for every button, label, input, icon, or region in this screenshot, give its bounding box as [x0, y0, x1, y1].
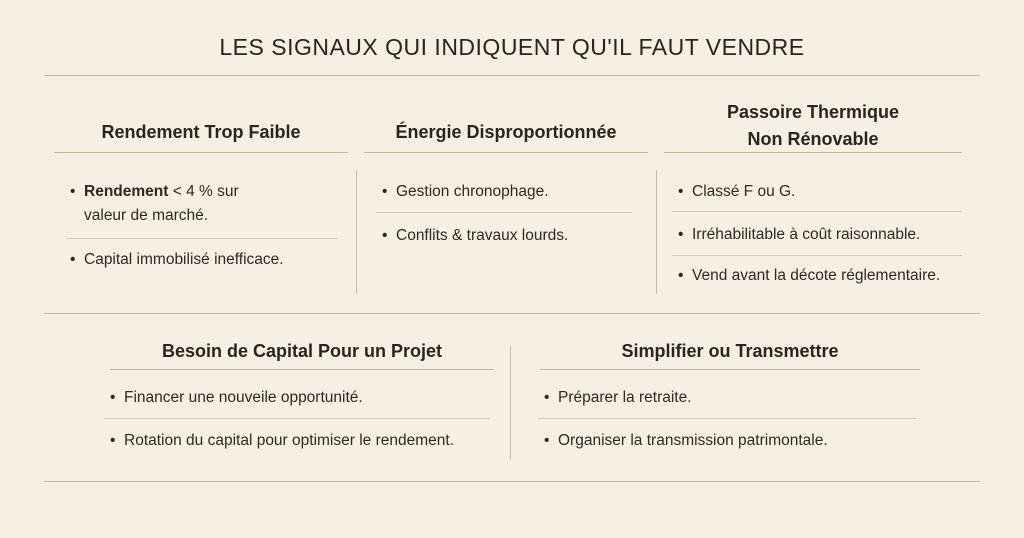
list-item: • Vend avant la décote réglementaire.: [678, 264, 968, 288]
item-divider: [66, 238, 338, 239]
item-divider: [538, 418, 916, 419]
list-item: • Préparer la retraite.: [544, 386, 914, 410]
list-item: • Organiser la transmission patrimontale.: [544, 429, 914, 453]
bullet-icon: •: [678, 183, 684, 200]
bullet-icon: •: [110, 432, 116, 449]
column-separator: [356, 170, 357, 294]
bullet-icon: •: [678, 267, 684, 284]
list-item: • Financer une nouveile opportunité.: [110, 386, 500, 410]
item-divider: [104, 418, 490, 419]
bullet-icon: •: [544, 432, 550, 449]
column-rule: [54, 152, 348, 153]
bullet-icon: •: [110, 389, 116, 406]
column-rule: [540, 369, 920, 370]
column-separator: [656, 170, 657, 294]
item-divider: [672, 211, 962, 212]
bullet-icon: •: [70, 251, 76, 268]
column-title-besoin-capital: Besoin de Capital Pour un Projet: [161, 341, 443, 361]
bullet-icon: •: [678, 226, 684, 243]
list-item: • Irréhabilitable à coût raisonnable.: [678, 223, 968, 247]
list-item: • Classé F ou G.: [678, 180, 968, 204]
list-item: • Gestion chronophage.: [382, 180, 642, 204]
list-item: • Rendement < 4 % sur valeur de marché.: [70, 180, 340, 228]
column-title-energie: Énergie Disproportionnée: [395, 122, 617, 142]
column-separator: [510, 346, 511, 460]
bullet-icon: •: [382, 183, 388, 200]
column-title-simplifier: Simplifier ou Transmettre: [621, 341, 839, 361]
column-title-rendement: Rendement Trop Faible: [101, 122, 301, 142]
section-rule: [44, 313, 980, 314]
title-rule: [44, 75, 980, 76]
bullet-icon: •: [382, 227, 388, 244]
list-item: • Capital immobilisé inefficace.: [70, 248, 340, 272]
item-divider: [672, 255, 962, 256]
column-rule: [664, 152, 962, 153]
page-title: LES SIGNAUX QUI INDIQUENT QU'IL FAUT VENDRE: [219, 34, 805, 60]
list-item: • Rotation du capital pour optimiser le rendement.: [110, 429, 500, 453]
column-title-passoire: Passoire Thermique Non Rénovable: [726, 102, 900, 149]
list-item: • Conflits & travaux lourds.: [382, 224, 642, 248]
bullet-icon: •: [70, 183, 76, 200]
item-divider: [376, 212, 632, 213]
column-rule: [110, 369, 494, 370]
bottom-rule: [44, 481, 980, 482]
bullet-icon: •: [544, 389, 550, 406]
column-rule: [364, 152, 648, 153]
